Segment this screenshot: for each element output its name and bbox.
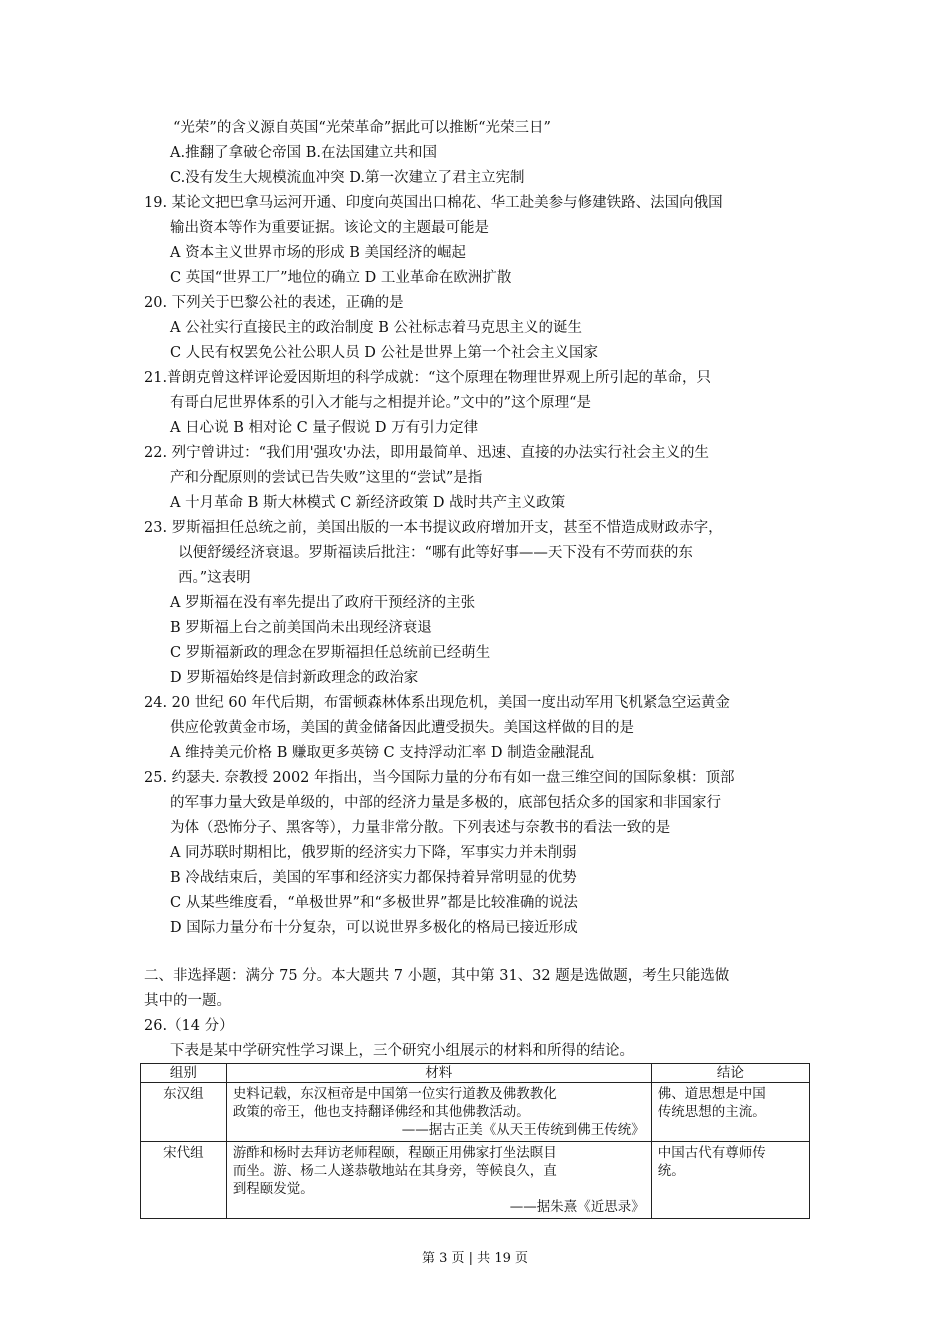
q19-options-cd: C 英国“世界工厂”地位的确立 D 工业革命在欧洲扩散 — [170, 270, 512, 286]
table-header: 结论 — [651, 1064, 809, 1083]
material-cell — [226, 1083, 651, 1142]
q23-stem-1: 23. 罗斯福担任总统之前，美国出版的一本书提议政府增加开支，甚至不惜造成财政赤字， — [144, 520, 723, 536]
section-2-heading-cont: 其中的一题。 — [144, 993, 231, 1009]
group-cell: 东汉组 — [141, 1083, 227, 1142]
q18-stem: “光荣”的含义源自英国“光荣革命”据此可以推断“光荣三日” — [173, 120, 551, 136]
q24-stem-2: 供应伦敦黄金市场，美国的黄金储备因此遭受损失。美国这样做的目的是 — [170, 720, 634, 736]
q24-stem-1: 24. 20 世纪 60 年代后期，布雷顿森林体系出现危机，美国一度出动军用飞机紧急空运黄金 — [144, 695, 730, 711]
material-line: 政策的帝王，他也支持翻译佛经和其他佛教活动。 — [232, 1104, 530, 1120]
page-footer: 第 3 页 | 共 19 页 — [422, 1251, 528, 1266]
q22-stem-1: 22. 列宁曾讲过：“我们用'强攻'办法，即用最简单、迅速、直接的办法实行社会主义的生 — [144, 445, 710, 461]
q23-option-b: B 罗斯福上台之前美国尚未出现经济衰退 — [170, 620, 432, 636]
q25-stem-3: 为体（恐怖分子、黑客等），力量非常分散。下列表述与奈教书的看法一致的是 — [170, 820, 671, 836]
q19-stem-2: 输出资本等作为重要证据。该论文的主题最可能是 — [170, 220, 489, 236]
q18-options-cd: C.没有发生大规模流血冲突 D.第一次建立了君主立宪制 — [170, 170, 525, 186]
q23-stem-3: 西。”这表明 — [178, 570, 251, 586]
research-table — [140, 1063, 810, 1219]
q19-stem-1: 19. 某论文把巴拿马运河开通、印度向英国出口棉花、华工赴美参与修建铁路、法国向俄国 — [144, 195, 723, 211]
q25-stem-1: 25. 约瑟夫. 奈教授 2002 年指出，当今国际力量的分布有如一盘三维空间的国际象棋：顶部 — [144, 770, 735, 786]
q20-options-cd: C 人民有权罢免公社公职人员 D 公社是世界上第一个社会主义国家 — [170, 345, 599, 361]
material-line: 史料记载，东汉桓帝是中国第一位实行道教及佛教教化 — [232, 1086, 557, 1102]
material-source: ——据朱熹《近思录》 — [509, 1199, 645, 1215]
material-source: ——据古正美《从天王传统到佛王传统》 — [401, 1122, 645, 1138]
conclusion-line: 统。 — [657, 1163, 685, 1179]
conclusion-cell — [651, 1083, 809, 1142]
table-header: 组别 — [141, 1064, 227, 1083]
q23-option-a: A 罗斯福在没有率先提出了政府干预经济的主张 — [170, 595, 476, 611]
material-line: 游酢和杨时去拜访老师程颐，程颐正用佛家打坐法瞑目 — [232, 1145, 557, 1161]
q23-option-c: C 罗斯福新政的理念在罗斯福担任总统前已经萌生 — [170, 645, 491, 661]
q20-stem: 20. 下列关于巴黎公社的表述，正确的是 — [144, 295, 404, 311]
q24-options: A 维持美元价格 B 赚取更多英镑 C 支持浮动汇率 D 制造金融混乱 — [170, 745, 595, 761]
q26-heading: 26.（14 分） — [144, 1018, 234, 1034]
q26-intro: 下表是某中学研究性学习课上，三个研究小组展示的材料和所得的结论。 — [170, 1043, 634, 1059]
conclusion-line: 佛、道思想是中国 — [657, 1086, 766, 1102]
q23-stem-2: 以便舒缓经济衰退。罗斯福读后批注：“哪有此等好事——天下没有不劳而获的东 — [178, 545, 693, 561]
q22-options: A 十月革命 B 斯大林模式 C 新经济政策 D 战时共产主义政策 — [170, 495, 566, 511]
q23-option-d: D 罗斯福始终是信封新政理念的政治家 — [170, 670, 419, 686]
table-row — [141, 1142, 810, 1219]
group-cell: 宋代组 — [141, 1142, 227, 1219]
q25-option-c: C 从某些维度看，“单极世界”和“多极世界”都是比较准确的说法 — [170, 895, 578, 911]
conclusion-cell — [651, 1142, 809, 1219]
q25-option-a: A 同苏联时期相比，俄罗斯的经济实力下降，军事实力并未削弱 — [170, 845, 577, 861]
q21-stem-1: 21.普朗克曾这样评论爱因斯坦的科学成就：“这个原理在物理世界观上所引起的革命，只 — [144, 370, 711, 386]
material-line: 到程颐发觉。 — [232, 1181, 314, 1197]
conclusion-line: 传统思想的主流。 — [657, 1104, 766, 1120]
q19-options-ab: A 资本主义世界市场的形成 B 美国经济的崛起 — [170, 245, 466, 261]
q20-options-ab: A 公社实行直接民主的政治制度 B 公社标志着马克思主义的诞生 — [170, 320, 582, 336]
q18-options-ab: A.推翻了拿破仑帝国 B.在法国建立共和国 — [170, 145, 437, 161]
material-line: 而坐。游、杨二人遂恭敬地站在其身旁，等候良久，直 — [232, 1163, 557, 1179]
q25-stem-2: 的军事力量大致是单级的，中部的经济力量是多极的，底部包括众多的国家和非国家行 — [170, 795, 721, 811]
q21-options: A 日心说 B 相对论 C 量子假说 D 万有引力定律 — [170, 420, 479, 436]
table-header-row — [141, 1064, 810, 1083]
material-cell — [226, 1142, 651, 1219]
q25-option-d: D 国际力量分布十分复杂，可以说世界多极化的格局已接近形成 — [170, 920, 578, 936]
table-header: 材料 — [226, 1064, 651, 1083]
q22-stem-2: 产和分配原则的尝试已告失败”这里的“尝试”是指 — [170, 470, 483, 486]
conclusion-line: 中国古代有尊师传 — [657, 1145, 766, 1161]
q21-stem-2: 有哥白尼世界体系的引入才能与之相提并论。”文中的”这个原理“是 — [170, 395, 591, 411]
q25-option-b: B 冷战结束后，美国的军事和经济实力都保持着异常明显的优势 — [170, 870, 577, 886]
section-2-heading: 二、非选择题：满分 75 分。本大题共 7 小题，其中第 31、32 题是选做题，考生只能选做 — [144, 968, 730, 984]
table-row — [141, 1083, 810, 1142]
